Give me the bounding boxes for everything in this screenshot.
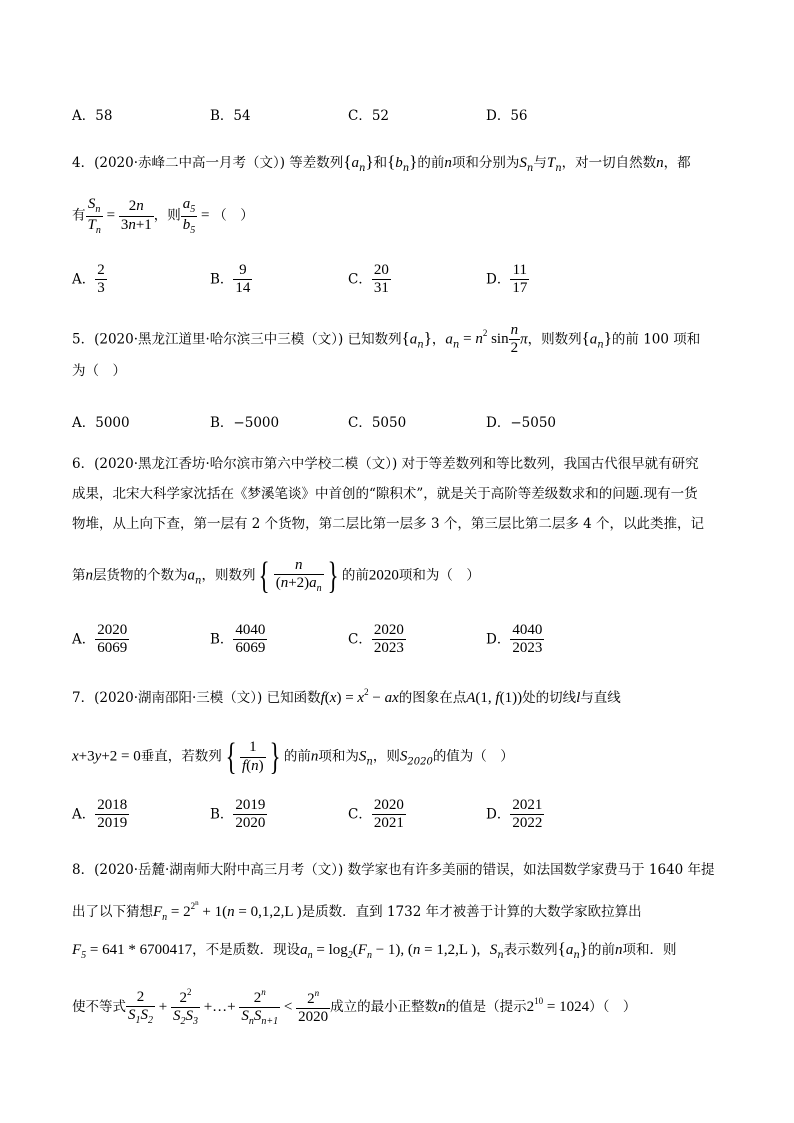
q3-option-b: B．54 (210, 108, 251, 124)
q4-option-c: C． $\frac{20}{31}$ (348, 262, 389, 297)
q5-option-c: C．5050 (348, 415, 407, 431)
q6-option-b: B． $\frac{4040}{6069}$ (210, 622, 266, 657)
q3-option-d: D．56 (486, 108, 528, 124)
q5-stem-line2: 为（ ） (72, 363, 126, 379)
q8-stem-line3: $F_5 = 641 * 6700417$，不是质数．现设$a_n = \log_2(F_n - 1)$, (n = 1,2,L )，$S_n$表示数列$\{a_n\}$的前n项和．则 (72, 939, 677, 961)
q4-stem-line1: 4．(2020·赤峰二中高一月考（文）) 等差数列$\{a_n\}$和$\{b_n\}$的前n项和分别为$S_n$与$T_n$，对一切自然数n，都 (72, 152, 691, 174)
q3-option-c: C．52 (348, 108, 390, 124)
q7-option-d: D． $\frac{2021}{2022}$ (486, 797, 543, 832)
q5-option-a: A．5000 (72, 415, 130, 431)
q6-stem-line2: 成果，北宋大科学家沈括在《梦溪笔谈》中首创的“隙积术”，就是关于高阶等差级数求和的问题.现有一货 (72, 486, 698, 502)
q4-option-a: A． $\frac{2}{3}$ (72, 262, 105, 297)
q4-option-d: D． $\frac{11}{17}$ (486, 262, 528, 297)
q8-stem-line1: 8．(2020·岳麓·湖南师大附中高三月考（文）) 数学家也有许多美丽的错误，如法国数学家费马于 1640 年提 (72, 862, 715, 878)
q6-stem-line3: 物堆，从上向下查，第一层有 2 个货物，第二层比第一层多 3 个，第三层比第二层多 4 个，以此类推，记 (72, 516, 705, 532)
q6-option-c: C． $\frac{2020}{2023}$ (348, 622, 404, 657)
q7-option-c: C． $\frac{2020}{2021}$ (348, 797, 404, 832)
q5-stem-line1: 5．(2020·黑龙江道里·哈尔滨三中三模（文）) 已知数列$\{a_n\}$，$a_n = n^2$ sin $\frac{n}{2}$ π，则数列$\{a_n\}$的前 100 项和 (72, 322, 701, 357)
q8-stem-line2: 出了以下猜想$F_n = 2^{2^n} + 1(n = 0,1,2,L$ )是质数．直到 1732 年才被善于计算的大数学家欧拉算出 (72, 899, 642, 923)
q3-option-a: A．58 (72, 108, 113, 124)
q7-stem-line2: x+3y+2 = 0垂直，若数列{ $\frac{1}{f(n)}$ } 的前n项和为$S_n$，则$S_{2020}$的值为（ ） (72, 736, 514, 778)
q7-option-b: B． $\frac{2019}{2020}$ (210, 797, 266, 832)
q6-stem-line4: 第n层货物的个数为$a_n$，则数列{ $\frac{n}{(n+2)a_n}$ } 的前2020项和为（ ） (72, 555, 480, 597)
q7-option-a: A． $\frac{2018}{2019}$ (72, 797, 128, 832)
q6-option-d: D． $\frac{4040}{2023}$ (486, 622, 543, 657)
q6-stem-line1: 6．(2020·黑龙江香坊·哈尔滨市第六中学校二模（文）) 对于等差数列和等比数列，我国古代很早就有研究 (72, 456, 699, 472)
q6-option-a: A． $\frac{2020}{6069}$ (72, 622, 128, 657)
q4-option-b: B． $\frac{9}{14}$ (210, 262, 251, 297)
q7-stem-line1: 7．(2020·湖南邵阳·三模（文）) 已知函数$f(x) = x^2$ − ax的图象在点A(1, f(1))处的切线l与直线 (72, 687, 621, 706)
q5-option-d: D．−5050 (486, 415, 556, 431)
q8-stem-line4: 使不等式 $\frac{2}{S_1S_2}$ + $\frac{2^2}{S_2S_3}$ +…+ $\frac{2^n}{S_nS_{n+1}}$ < $\frac{2^n}{2020}$ 成立的最小正整数n的值是（提示$2^{10} = 1024$）（ ） (72, 987, 637, 1028)
q5-option-b: B．−5000 (210, 415, 280, 431)
q4-stem-line2: 有 $\frac{S_n}{T_n}$ = $\frac{2n}{3n+1}$ ，则 $\frac{a_5}{b_5}$ = （ ） (72, 196, 254, 236)
